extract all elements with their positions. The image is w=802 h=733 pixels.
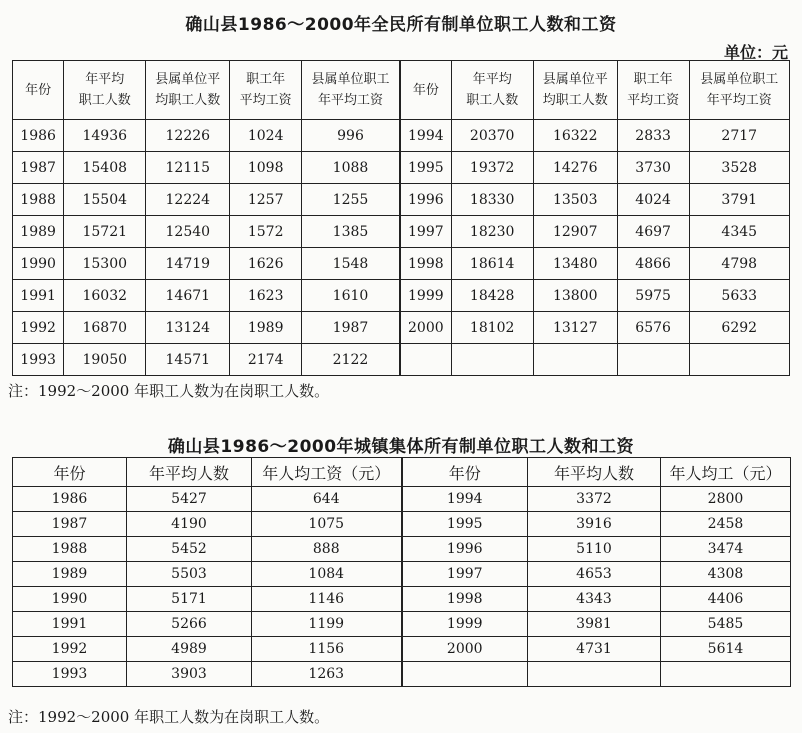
table-cell: 1146	[252, 587, 402, 612]
table-cell: 3730	[617, 152, 689, 184]
table-cell: 3916	[528, 512, 661, 537]
table-cell: 1992	[13, 637, 127, 662]
table-cell	[451, 344, 533, 376]
table-cell	[689, 344, 790, 376]
table-cell: 1994	[400, 120, 451, 152]
table-cell: 12115	[146, 152, 230, 184]
table-cell: 14571	[146, 344, 230, 376]
table-cell	[528, 662, 661, 687]
table-cell: 16870	[64, 312, 146, 344]
table-cell: 3372	[528, 487, 661, 512]
table-cell: 3791	[689, 184, 790, 216]
table-cell: 4653	[528, 562, 661, 587]
table-cell: 1548	[302, 248, 400, 280]
table-cell: 1991	[13, 280, 64, 312]
table-row	[13, 248, 790, 280]
table-cell: 4731	[528, 637, 661, 662]
table-cell: 1987	[13, 512, 127, 537]
table2-note: 注：1992～2000 年职工人数为在岗职工人数。	[8, 708, 330, 726]
table-cell: 1199	[252, 612, 402, 637]
table-header-row	[13, 61, 790, 120]
table-cell: 4343	[528, 587, 661, 612]
header-avg-count: 年平均人数	[127, 458, 252, 487]
table-cell: 2000	[402, 637, 528, 662]
table-row	[13, 537, 791, 562]
table-cell: 3474	[661, 537, 791, 562]
table-cell: 5975	[617, 280, 689, 312]
table1-note: 注：1992～2000 年职工人数为在岗职工人数。	[8, 382, 330, 400]
table-cell: 14276	[533, 152, 617, 184]
table-cell: 13124	[146, 312, 230, 344]
header-avg-count: 年平均人数	[528, 458, 661, 487]
table-cell: 12540	[146, 216, 230, 248]
table-cell: 1996	[400, 184, 451, 216]
table-cell: 1088	[302, 152, 400, 184]
table-cell: 2458	[661, 512, 791, 537]
table-cell: 13503	[533, 184, 617, 216]
table-cell: 4308	[661, 562, 791, 587]
table-cell: 12224	[146, 184, 230, 216]
table-cell: 5503	[127, 562, 252, 587]
table-cell: 1998	[400, 248, 451, 280]
table-cell: 20370	[451, 120, 533, 152]
table-cell: 2717	[689, 120, 790, 152]
table-row	[13, 612, 791, 637]
table-cell: 1992	[13, 312, 64, 344]
table-cell	[400, 344, 451, 376]
table-cell: 2122	[302, 344, 400, 376]
table-cell: 19050	[64, 344, 146, 376]
table-cell: 3528	[689, 152, 790, 184]
table-cell: 14719	[146, 248, 230, 280]
table-cell: 644	[252, 487, 402, 512]
table1-unit: 单位：元	[723, 43, 788, 62]
table-cell: 3903	[127, 662, 252, 687]
table-cell: 1998	[402, 587, 528, 612]
table-cell: 1988	[13, 184, 64, 216]
header-year: 年份	[13, 458, 127, 487]
table-row	[13, 487, 791, 512]
header-year: 年份	[402, 458, 528, 487]
table-cell: 1990	[13, 587, 127, 612]
table-cell: 1989	[230, 312, 302, 344]
table-cell: 4024	[617, 184, 689, 216]
table-cell: 5633	[689, 280, 790, 312]
table-cell: 3981	[528, 612, 661, 637]
table-row	[13, 152, 790, 184]
table-cell: 888	[252, 537, 402, 562]
table1-title: 确山县1986～2000年全民所有制单位职工人数和工资	[185, 15, 617, 35]
table-cell: 4406	[661, 587, 791, 612]
table-cell: 18330	[451, 184, 533, 216]
table-cell: 1988	[13, 537, 127, 562]
header-avg-workers: 年平均 职工人数	[64, 61, 146, 120]
table-cell: 1986	[13, 487, 127, 512]
table-cell: 4345	[689, 216, 790, 248]
table-cell: 4190	[127, 512, 252, 537]
table-cell: 13127	[533, 312, 617, 344]
table-cell: 1156	[252, 637, 402, 662]
table-cell: 1024	[230, 120, 302, 152]
table-cell: 15300	[64, 248, 146, 280]
table-cell: 1989	[13, 562, 127, 587]
table-cell: 5485	[661, 612, 791, 637]
table-row	[13, 344, 790, 376]
table-cell: 1098	[230, 152, 302, 184]
table-cell	[661, 662, 791, 687]
table2-title: 确山县1986～2000年城镇集体所有制单位职工人数和工资	[167, 437, 635, 457]
table-cell: 6292	[689, 312, 790, 344]
table-cell: 14671	[146, 280, 230, 312]
header-avg-wage: 职工年 平均工资	[230, 61, 302, 120]
table-cell: 1991	[13, 612, 127, 637]
header-avg-wage: 职工年 平均工资	[617, 61, 689, 120]
table-cell: 2000	[400, 312, 451, 344]
table-cell: 18428	[451, 280, 533, 312]
table-cell: 15504	[64, 184, 146, 216]
table-cell: 1996	[402, 537, 528, 562]
table-cell: 996	[302, 120, 400, 152]
table-cell	[533, 344, 617, 376]
table-cell: 1997	[402, 562, 528, 587]
table-cell: 13480	[533, 248, 617, 280]
table-cell	[402, 662, 528, 687]
table-cell: 18230	[451, 216, 533, 248]
table-cell: 4989	[127, 637, 252, 662]
table-cell: 1990	[13, 248, 64, 280]
table-cell: 5452	[127, 537, 252, 562]
table-cell: 1987	[302, 312, 400, 344]
header-year: 年份	[13, 61, 64, 120]
state-owned-units-table	[12, 60, 790, 376]
table-row	[13, 637, 791, 662]
table-cell: 12907	[533, 216, 617, 248]
table1-body	[13, 120, 790, 376]
table-cell: 5427	[127, 487, 252, 512]
table-cell: 1075	[252, 512, 402, 537]
table-row	[13, 587, 791, 612]
table-cell: 2800	[661, 487, 791, 512]
header-county-avg-wage: 县属单位职工 年平均工资	[689, 61, 790, 120]
table-cell: 5614	[661, 637, 791, 662]
table-cell: 6576	[617, 312, 689, 344]
table-cell: 5171	[127, 587, 252, 612]
table-cell: 15721	[64, 216, 146, 248]
table-cell: 1993	[13, 662, 127, 687]
table-cell: 4798	[689, 248, 790, 280]
header-avg-wage: 年人均工（元）	[661, 458, 791, 487]
table-cell: 1986	[13, 120, 64, 152]
table-cell: 4866	[617, 248, 689, 280]
table-cell: 14936	[64, 120, 146, 152]
header-avg-workers: 年平均 职工人数	[451, 61, 533, 120]
table-cell: 1263	[252, 662, 402, 687]
table-cell: 2174	[230, 344, 302, 376]
header-county-avg-workers: 县属单位平 均职工人数	[533, 61, 617, 120]
table-cell: 1999	[400, 280, 451, 312]
table-cell: 1255	[302, 184, 400, 216]
table-cell: 1626	[230, 248, 302, 280]
table-row	[13, 120, 790, 152]
table-cell: 1610	[302, 280, 400, 312]
table-row	[13, 312, 790, 344]
table-cell: 5266	[127, 612, 252, 637]
table-cell: 12226	[146, 120, 230, 152]
table-cell: 1999	[402, 612, 528, 637]
table-cell: 16322	[533, 120, 617, 152]
table-cell: 1995	[400, 152, 451, 184]
table-cell: 1994	[402, 487, 528, 512]
table-cell: 18102	[451, 312, 533, 344]
table-cell: 1084	[252, 562, 402, 587]
table-cell: 18614	[451, 248, 533, 280]
table-cell: 1257	[230, 184, 302, 216]
table-row	[13, 662, 791, 687]
table-cell: 1995	[402, 512, 528, 537]
table-cell: 1997	[400, 216, 451, 248]
table-cell: 1987	[13, 152, 64, 184]
header-county-avg-wage: 县属单位职工 年平均工资	[302, 61, 400, 120]
header-county-avg-workers: 县属单位平 均职工人数	[146, 61, 230, 120]
table-header-row	[13, 458, 791, 487]
table-cell: 15408	[64, 152, 146, 184]
table-cell: 5110	[528, 537, 661, 562]
table-row	[13, 512, 791, 537]
table-row	[13, 562, 791, 587]
table-cell: 2833	[617, 120, 689, 152]
table-cell: 19372	[451, 152, 533, 184]
table-cell: 1993	[13, 344, 64, 376]
table2-body	[13, 487, 791, 687]
table-cell: 1989	[13, 216, 64, 248]
table-cell	[617, 344, 689, 376]
header-avg-wage: 年人均工资（元）	[252, 458, 402, 487]
collective-units-table	[12, 457, 791, 687]
table-row	[13, 280, 790, 312]
table-cell: 4697	[617, 216, 689, 248]
table-cell: 16032	[64, 280, 146, 312]
table-cell: 1623	[230, 280, 302, 312]
table-cell: 13800	[533, 280, 617, 312]
table-row	[13, 184, 790, 216]
table-cell: 1385	[302, 216, 400, 248]
header-year: 年份	[400, 61, 451, 120]
table-row	[13, 216, 790, 248]
table-cell: 1572	[230, 216, 302, 248]
